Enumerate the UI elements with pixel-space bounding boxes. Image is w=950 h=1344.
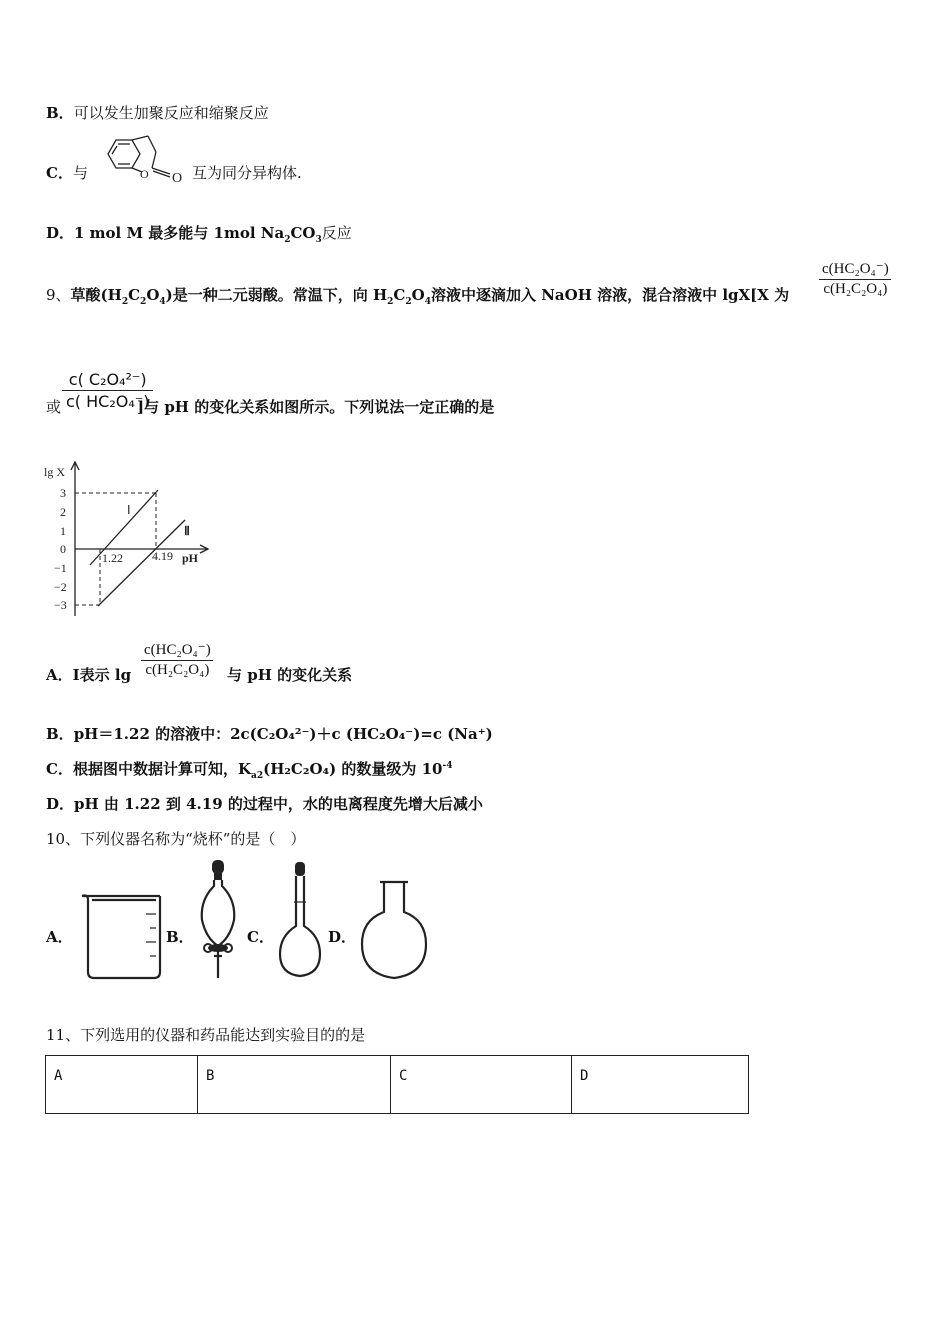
table-cell-c: C <box>391 1056 572 1114</box>
svg-text:O: O <box>172 171 183 186</box>
option-label: C． <box>46 760 73 778</box>
option-text: 1 mol M 最多能与 1mol Na <box>74 224 285 242</box>
table-row <box>46 1056 749 1114</box>
stem-text: C <box>128 286 141 304</box>
y-tick: 2 <box>60 505 66 519</box>
round-bottom-flask-image <box>356 878 432 982</box>
option-text: 与 pH 的变化关系 <box>227 666 353 684</box>
q9-option-a-post <box>227 664 352 685</box>
subscript: 2 <box>387 297 394 307</box>
option-text: Ⅰ表示 lg <box>72 666 132 684</box>
stem-text: O <box>146 286 160 304</box>
option-text: 可以发生加聚反应和缩聚反应 <box>73 104 269 122</box>
subscript: a2 <box>251 771 264 781</box>
fraction-denominator: c(H₂C₂O₄) <box>141 660 213 679</box>
subscript: 3 <box>315 235 322 245</box>
line-I-label: Ⅰ <box>127 503 131 517</box>
line-I <box>90 490 158 565</box>
q9-option-c <box>46 758 453 781</box>
option-text: 根据图中数据计算可知，K <box>72 760 251 778</box>
y-tick: −1 <box>54 561 67 575</box>
svg-text:O: O <box>140 167 149 181</box>
option-text: pH＝1.22 的溶液中：2c(C₂O₄²⁻)＋c (HC₂O₄⁻)=c (Na⁺) <box>73 725 493 743</box>
stem-text: O <box>411 286 425 304</box>
option-text: CO <box>290 224 316 242</box>
q9-option-b <box>46 723 493 744</box>
q10-label-d: D． <box>328 928 357 946</box>
separatory-funnel-image <box>192 860 244 980</box>
option-label: C． <box>46 164 73 182</box>
superscript: -4 <box>442 761 453 771</box>
q9-stem-line1 <box>46 284 789 307</box>
stem-text: )是一种二元弱酸。常温下，向 H <box>165 286 388 304</box>
subscript: 2 <box>284 235 291 245</box>
subscript: 2 <box>140 297 147 307</box>
y-tick: 1 <box>60 524 66 538</box>
y-axis-label: lg X <box>44 465 65 479</box>
option-label: D． <box>46 224 75 242</box>
q9-fraction-1 <box>818 259 893 298</box>
option-text: (H₂C₂O₄) 的数量级为 10 <box>263 760 443 778</box>
stem-text: C <box>393 286 406 304</box>
q10-label-a: A． <box>46 928 73 946</box>
fraction-denominator: c(H₂C₂O₄) <box>819 279 891 298</box>
fraction-numerator: c(HC₂O₄⁻) <box>144 642 211 658</box>
q9-option-a-fraction <box>140 640 215 679</box>
q9-stem-or: 或 <box>46 398 62 416</box>
option-label: B． <box>46 104 74 122</box>
q9-option-d <box>46 793 483 814</box>
q9-option-a <box>46 664 131 685</box>
subscript: 2 <box>121 297 129 307</box>
fraction-numerator: c(HC₂O₄⁻) <box>822 261 889 277</box>
option-label: B． <box>46 725 74 743</box>
subscript: 4 <box>159 297 166 307</box>
y-tick: −2 <box>54 580 67 594</box>
y-tick: −3 <box>54 598 67 612</box>
lgx-ph-graph <box>40 458 220 620</box>
option-text: 反应 <box>321 224 352 242</box>
fraction-denominator: c( HC₂O₄⁻) <box>62 390 153 411</box>
q10-label-c: C． <box>247 928 274 946</box>
question-number: 9、 <box>46 286 71 304</box>
q10-label-b: B． <box>166 928 194 946</box>
dihydrocoumarin-structure-image <box>96 134 192 186</box>
q11-title: 11、下列选用的仪器和药品能达到实验目的的是 <box>46 1026 366 1044</box>
option-text-pre: 与 <box>72 164 88 182</box>
stem-text: 溶液中逐滴加入 NaOH 溶液，混合溶液中 lgX[X 为 <box>430 286 790 304</box>
option-label: A． <box>46 666 73 684</box>
y-tick: 0 <box>60 542 66 556</box>
q8-option-c-post: 互为同分异构体. <box>192 164 302 182</box>
line-II-label: Ⅱ <box>184 524 190 538</box>
fraction-numerator: c( C₂O₄²⁻) <box>68 370 147 389</box>
option-label: D． <box>46 795 75 813</box>
y-tick: 3 <box>60 486 66 500</box>
subscript: 2 <box>405 297 412 307</box>
beaker-image <box>78 890 166 982</box>
q11-options-table <box>45 1055 749 1114</box>
volumetric-flask-image <box>272 862 328 982</box>
q10-title: 10、下列仪器名称为“烧杯”的是（ ） <box>46 830 306 848</box>
stem-text: 草酸(H <box>70 286 122 304</box>
q8-option-b <box>46 102 269 123</box>
q9-stem-line2: ]与 pH 的变化关系如图所示。下列说法一定正确的是 <box>137 398 495 416</box>
q8-option-d <box>46 222 352 245</box>
q8-option-c <box>46 162 88 183</box>
table-cell-d: D <box>572 1056 749 1114</box>
option-text: pH 由 1.22 到 4.19 的过程中，水的电离程度先增大后减小 <box>74 795 483 813</box>
x-tick-4.19: 4.19 <box>152 549 173 563</box>
table-cell-a: A <box>46 1056 198 1114</box>
x-tick-1.22: 1.22 <box>102 551 123 565</box>
table-cell-b: B <box>198 1056 391 1114</box>
subscript: 4 <box>424 297 431 307</box>
x-axis-label: pH <box>182 551 199 565</box>
